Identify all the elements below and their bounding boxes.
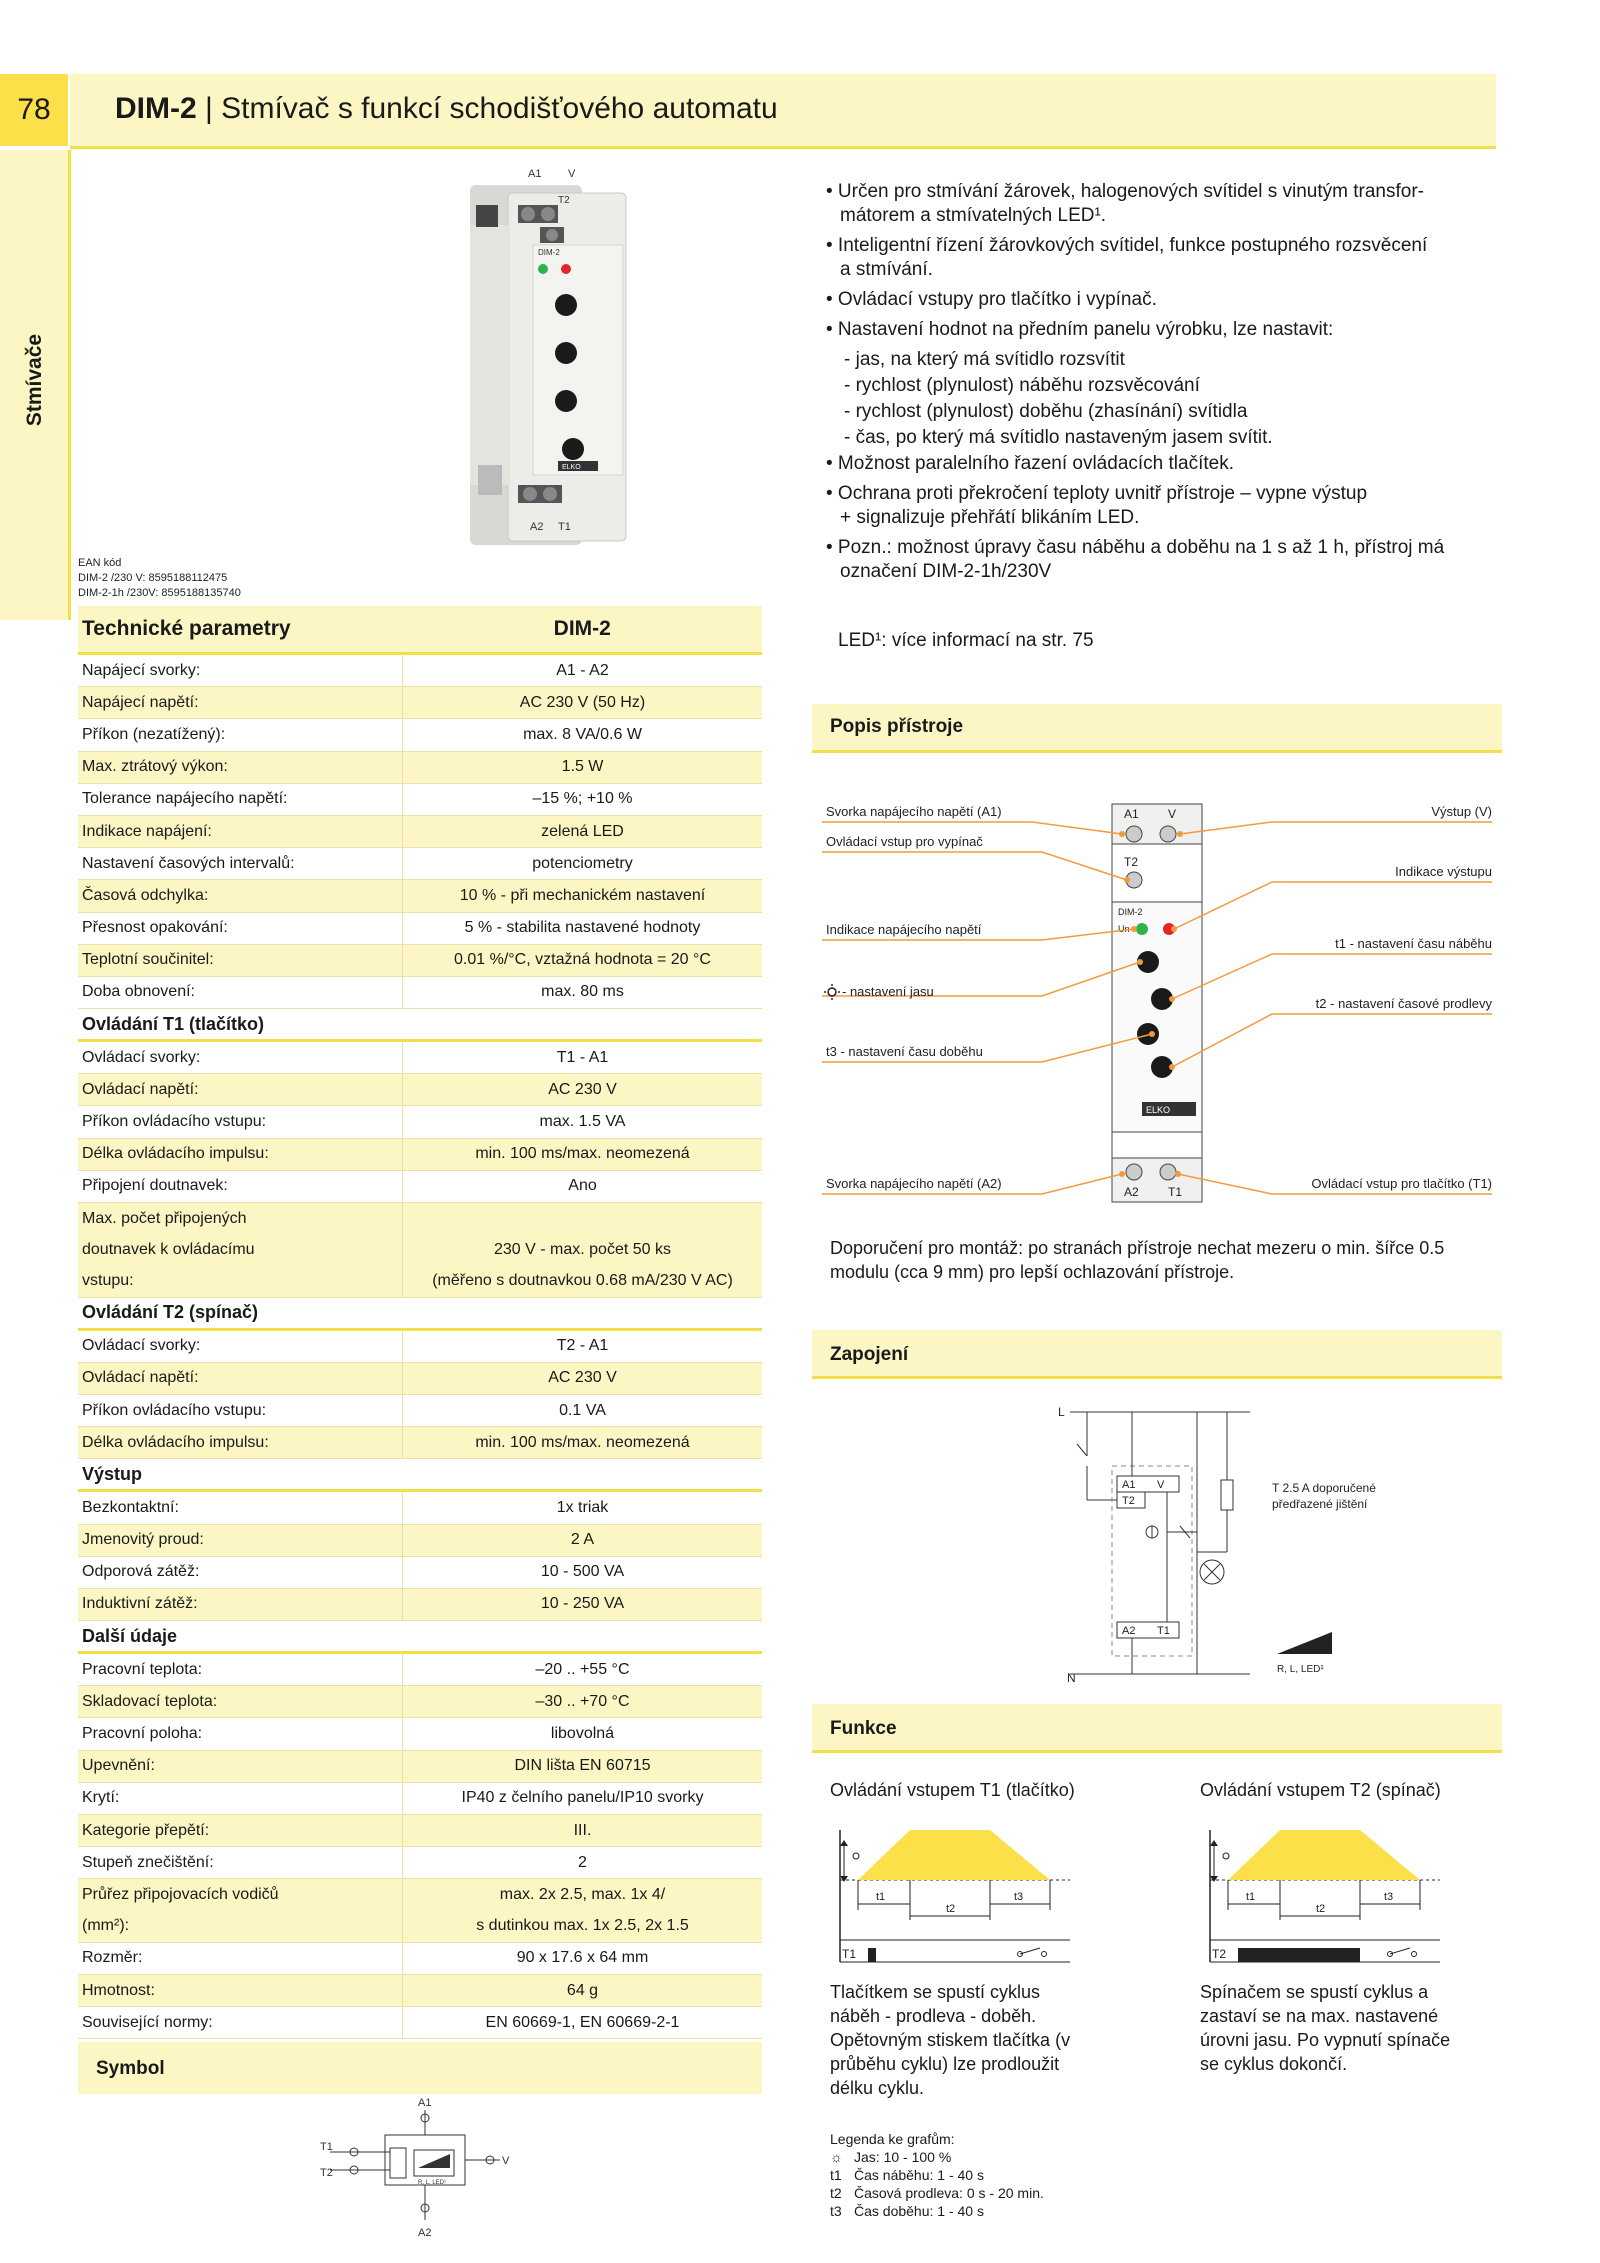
legend-value: Časová prodleva: 0 s - 20 min. <box>854 2185 1044 2201</box>
tech-value: min. 100 ms/max. neomezená <box>403 1427 763 1459</box>
tech-product: DIM-2 <box>403 606 763 654</box>
device-v: V <box>1168 807 1177 821</box>
led-note: LED¹: více informací na str. 75 <box>838 630 1094 651</box>
tech-row <box>78 1815 762 1847</box>
tech-value: s dutinkou max. 1x 2.5, 2x 1.5 <box>403 1911 763 1943</box>
symbol-load-label: R, L, LED¹ <box>418 2180 447 2186</box>
tech-param: doutnavek k ovládacímu <box>78 1234 403 1265</box>
symbol-label-a2: A2 <box>418 2227 432 2239</box>
feature-line: • Inteligentní řízení žárovkových svítidel, funkce postupného rozsvěcení <box>826 235 1428 256</box>
feature-line: • Určen pro stmívání žárovek, halogenových svítidel s vinutým transfor- <box>826 181 1424 202</box>
tech-row <box>78 1362 762 1394</box>
tech-section-header <box>78 1621 762 1653</box>
tech-param: Příkon (nezatížený): <box>78 719 403 751</box>
tech-row <box>78 1138 762 1170</box>
fuse-note-1: T 2.5 A doporučené <box>1272 1481 1376 1495</box>
feature-line: • Ovládací vstupy pro tlačítko i vypínač. <box>826 289 1157 310</box>
tech-value: A1 - A2 <box>403 654 763 687</box>
photo-label-t2: T2 <box>558 195 570 206</box>
popis-right-2: Indikace výstupu <box>1395 864 1492 879</box>
tech-value: 10 - 250 VA <box>403 1588 763 1620</box>
tech-table-header <box>78 606 762 654</box>
feature-line: a stmívání. <box>840 259 933 280</box>
tech-param: Příkon ovládacího vstupu: <box>78 1106 403 1138</box>
tech-value: 2 A <box>403 1524 763 1556</box>
tech-param: Hmotnost: <box>78 1974 403 2006</box>
tech-value: 5 % - stabilita nastavené hodnoty <box>403 912 763 944</box>
feature-line: • Ochrana proti překročení teploty uvnitř přístroje – vypne výstup <box>826 483 1368 504</box>
funkce-heading: Funkce <box>830 1718 897 1739</box>
tech-row <box>78 1974 762 2006</box>
photo-label-v: V <box>568 168 576 180</box>
device-t1: T1 <box>1168 1185 1183 1199</box>
tech-row <box>78 1524 762 1556</box>
tech-row <box>78 1394 762 1426</box>
fuse-note-2: předřazené jištění <box>1272 1497 1368 1511</box>
feature-line: • Pozn.: možnost úpravy času náběhu a doběhu na 1 s až 1 h, přístroj má <box>826 537 1445 558</box>
funkce-bar <box>812 1704 1502 1753</box>
tech-value: Ano <box>403 1170 763 1202</box>
tech-value: libovolná <box>403 1718 763 1750</box>
tech-row <box>78 1265 762 1297</box>
tech-row <box>78 2007 762 2039</box>
legend-items <box>830 2148 1130 2220</box>
tech-value: IP40 z čelního panelu/IP10 svorky <box>403 1782 763 1814</box>
symbol-bar <box>78 2042 762 2094</box>
tech-value: 0.1 VA <box>403 1394 763 1426</box>
wiring-t1: T1 <box>1157 1625 1170 1637</box>
tech-param: Max. počet připojených <box>78 1203 403 1235</box>
device-name: DIM-2 <box>1118 907 1143 917</box>
feature-line: mátorem a stmívatelných LED¹. <box>840 205 1107 226</box>
tech-value: 10 % - při mechanickém nastavení <box>403 880 763 912</box>
popis-left-6: Svorka napájecího napětí (A2) <box>826 1176 1002 1191</box>
tech-row <box>78 1847 762 1879</box>
legend-item <box>830 2184 1130 2202</box>
tech-value: EN 60669-1, EN 60669-2-1 <box>403 2007 763 2039</box>
wiring-t2: T2 <box>1122 1495 1135 1507</box>
tech-value: 1x triak <box>403 1491 763 1524</box>
tech-row <box>78 1329 762 1362</box>
legend-item <box>830 2202 1130 2220</box>
tech-row <box>78 944 762 976</box>
tech-value: 90 x 17.6 x 64 mm <box>403 1942 763 1974</box>
symbol-label-a1: A1 <box>418 2097 432 2109</box>
zapojeni-heading: Zapojení <box>830 1344 909 1365</box>
tech-param: Ovládací napětí: <box>78 1362 403 1394</box>
tech-value: –20 .. +55 °C <box>403 1653 763 1686</box>
tech-param: Max. ztrátový výkon: <box>78 751 403 783</box>
tech-param: Upevnění: <box>78 1750 403 1782</box>
product-photo <box>448 165 648 565</box>
tech-value: potenciometry <box>403 848 763 880</box>
tech-param: Doba obnovení: <box>78 976 403 1008</box>
photo-brand: ELKO <box>562 464 581 471</box>
tech-section-header <box>78 1459 762 1491</box>
tech-row <box>78 1911 762 1943</box>
wiring-diagram <box>812 1392 1502 1692</box>
legend-key: t3 <box>830 2203 842 2219</box>
symbol-label-t1: T1 <box>320 2141 333 2153</box>
symbol-label-v: V <box>502 2155 510 2167</box>
ean-heading: EAN kód <box>78 557 122 569</box>
tech-value: –30 .. +70 °C <box>403 1686 763 1718</box>
tech-param: Časová odchylka: <box>78 880 403 912</box>
mounting-note: Doporučení pro montáž: po stranách přístroje nechat mezeru o min. šířce 0.5 modulu (cca 9 mm) pro lepší ochlazování přístroje. <box>830 1238 1445 1282</box>
tech-param: Krytí: <box>78 1782 403 1814</box>
tech-param: Pracovní poloha: <box>78 1718 403 1750</box>
tech-row <box>78 1653 762 1686</box>
tech-row <box>78 1106 762 1138</box>
wiring-n: N <box>1067 1671 1076 1685</box>
tech-row <box>78 1427 762 1459</box>
tech-param: Teplotní součinitel: <box>78 944 403 976</box>
legend-value: Jas: 10 - 100 % <box>854 2149 952 2165</box>
function-t1-chart <box>830 1820 1080 1970</box>
wiring-v: V <box>1157 1479 1165 1491</box>
tech-row <box>78 1556 762 1588</box>
page-title <box>115 92 778 126</box>
tech-param: Skladovací teplota: <box>78 1686 403 1718</box>
tech-param: Napájecí svorky: <box>78 654 403 687</box>
tech-row <box>78 654 762 687</box>
photo-label-t1: T1 <box>558 521 571 533</box>
f2-t2: t2 <box>1316 1903 1326 1915</box>
wiring-a2: A2 <box>1122 1625 1136 1637</box>
tech-row <box>78 1718 762 1750</box>
feature-line: označení DIM-2-1h/230V <box>840 561 1052 582</box>
tech-row <box>78 912 762 944</box>
tech-value: 230 V - max. počet 50 ks <box>403 1234 763 1265</box>
popis-left-2: Ovládací vstup pro vypínač <box>826 834 983 849</box>
tech-section-header <box>78 1009 762 1041</box>
function-t2-chart <box>1200 1820 1450 1970</box>
tech-table <box>78 606 762 2039</box>
popis-left-5: t3 - nastavení času doběhu <box>826 1044 983 1059</box>
product-description: Stmívač s funkcí schodišťového automatu <box>221 92 778 125</box>
symbol-heading: Symbol <box>96 2058 165 2079</box>
tech-value: max. 8 VA/0.6 W <box>403 719 763 751</box>
tech-param: Jmenovitý proud: <box>78 1524 403 1556</box>
tech-param: Kategorie přepětí: <box>78 1815 403 1847</box>
tech-section-title: Další údaje <box>78 1621 762 1653</box>
tech-row <box>78 719 762 751</box>
tech-param: Nastavení časových intervalů: <box>78 848 403 880</box>
popis-right-4: t2 - nastavení časové prodlevy <box>1315 996 1492 1011</box>
f2-t1: t1 <box>1246 1891 1256 1903</box>
tech-value: III. <box>403 1815 763 1847</box>
tech-row <box>78 1750 762 1782</box>
legend-item <box>830 2166 1130 2184</box>
f1-t1: t1 <box>876 1891 886 1903</box>
f1-t2: t2 <box>946 1903 956 1915</box>
popis-right-5: Ovládací vstup pro tlačítko (T1) <box>1311 1176 1492 1191</box>
f1-input: T1 <box>842 1947 857 1961</box>
tech-row <box>78 880 762 912</box>
function-t1-description: Tlačítkem se spustí cyklus náběh - prodleva - doběh. Opětovným stiskem tlačítka (v průběhu cyklu) lze prodloužit délku cyklu. <box>830 1982 1071 2098</box>
device-brand: ELKO <box>1146 1105 1171 1115</box>
tech-value: min. 100 ms/max. neomezená <box>403 1138 763 1170</box>
feature-line: - rychlost (plynulost) doběhu (zhasínání) svítidla <box>844 401 1248 422</box>
tech-param: (mm²): <box>78 1911 403 1943</box>
tech-row <box>78 1782 762 1814</box>
tech-value: –15 %; +10 % <box>403 783 763 815</box>
tech-row <box>78 687 762 719</box>
f2-input: T2 <box>1212 1947 1227 1961</box>
photo-label-a1: A1 <box>528 168 542 180</box>
tech-value: 10 - 500 VA <box>403 1556 763 1588</box>
product-name: DIM-2 <box>115 92 197 125</box>
tech-value: max. 1.5 VA <box>403 1106 763 1138</box>
legend-value: Čas náběhu: 1 - 40 s <box>854 2167 984 2183</box>
tech-row <box>78 976 762 1008</box>
legend-key: t1 <box>830 2167 842 2183</box>
f1-t3: t3 <box>1014 1891 1024 1903</box>
tech-section-header <box>78 1297 762 1329</box>
tech-param: Indikace napájení: <box>78 815 403 847</box>
tech-value: AC 230 V <box>403 1074 763 1106</box>
popis-right-1: Výstup (V) <box>1431 804 1492 819</box>
tech-param: Příkon ovládacího vstupu: <box>78 1394 403 1426</box>
brightness-icon <box>824 984 840 1000</box>
side-tab-label: Stmívače <box>23 333 46 427</box>
device-a2: A2 <box>1124 1185 1139 1199</box>
tech-row <box>78 815 762 847</box>
feature-line: - čas, po který má svítidlo nastaveným jasem svítit. <box>844 427 1273 448</box>
symbol-label-t2: T2 <box>320 2167 333 2179</box>
tech-row <box>78 1879 762 1911</box>
feature-line: • Možnost paralelního řazení ovládacích tlačítek. <box>826 453 1234 474</box>
tech-row <box>78 1491 762 1524</box>
ean-line: DIM-2-1h /230V: 8595188135740 <box>78 587 241 599</box>
tech-value: DIN lišta EN 60715 <box>403 1750 763 1782</box>
tech-heading: Technické parametry <box>78 606 403 654</box>
tech-value: 1.5 W <box>403 751 763 783</box>
tech-row <box>78 1170 762 1202</box>
feature-line: - rychlost (plynulost) náběhu rozsvěcování <box>844 375 1200 396</box>
tech-value: T2 - A1 <box>403 1329 763 1362</box>
zapojeni-bar <box>812 1330 1502 1379</box>
popis-left-1: Svorka napájecího napětí (A1) <box>826 804 1002 819</box>
tech-param: Související normy: <box>78 2007 403 2039</box>
tech-param: Přesnost opakování: <box>78 912 403 944</box>
legend-key: t2 <box>830 2185 842 2201</box>
tech-param: Ovládací napětí: <box>78 1074 403 1106</box>
feature-line: + signalizuje přehřátí blikáním LED. <box>840 507 1140 528</box>
tech-param: Pracovní teplota: <box>78 1653 403 1686</box>
tech-param: Průřez připojovacích vodičů <box>78 1879 403 1911</box>
tech-value: AC 230 V (50 Hz) <box>403 687 763 719</box>
page-number-text: 78 <box>17 93 51 126</box>
tech-param: Rozměr: <box>78 1942 403 1974</box>
tech-row <box>78 1942 762 1974</box>
function-t1-title: Ovládání vstupem T1 (tlačítko) <box>830 1780 1075 1800</box>
chart-legend <box>830 2130 1130 2220</box>
tech-row <box>78 783 762 815</box>
tech-value: T1 - A1 <box>403 1041 763 1074</box>
tech-param: Připojení doutnavek: <box>78 1170 403 1202</box>
tech-section-title: Ovládání T2 (spínač) <box>78 1297 762 1329</box>
tech-param: Bezkontaktní: <box>78 1491 403 1524</box>
tech-param: Napájecí napětí: <box>78 687 403 719</box>
tech-param: Ovládací svorky: <box>78 1041 403 1074</box>
tech-section-title: Výstup <box>78 1459 762 1491</box>
feature-line: • Nastavení hodnot na předním panelu výrobku, lze nastavit: <box>826 319 1334 340</box>
tech-value: max. 2x 2.5, max. 1x 4/ <box>403 1879 763 1911</box>
device-a1: A1 <box>1124 807 1139 821</box>
tech-param: Induktivní zátěž: <box>78 1588 403 1620</box>
tech-row <box>78 1686 762 1718</box>
f2-t3: t3 <box>1384 1891 1394 1903</box>
popis-heading: Popis přístroje <box>830 716 964 737</box>
brightness-icon: ☼ <box>830 2149 843 2165</box>
tech-row <box>78 1041 762 1074</box>
tech-value <box>403 1203 763 1235</box>
tech-param: Tolerance napájecího napětí: <box>78 783 403 815</box>
legend-item <box>830 2148 1130 2166</box>
tech-value: AC 230 V <box>403 1362 763 1394</box>
symbol-diagram <box>320 2090 520 2250</box>
title-separator: | <box>196 92 222 125</box>
photo-label-name: DIM-2 <box>538 248 560 257</box>
legend-heading: Legenda ke grafům: <box>830 2131 955 2147</box>
tech-row <box>78 1588 762 1620</box>
tech-param: Délka ovládacího impulsu: <box>78 1427 403 1459</box>
tech-value: 64 g <box>403 1974 763 2006</box>
feature-line: - jas, na který má svítidlo rozsvítit <box>844 349 1125 370</box>
tech-value: (měřeno s doutnavkou 0.68 mA/230 V AC) <box>403 1265 763 1297</box>
popis-left-4: - nastavení jasu <box>842 984 934 999</box>
tech-row <box>78 751 762 783</box>
page-number <box>0 74 68 146</box>
device-description-diagram <box>812 782 1502 1224</box>
device-un: Un <box>1118 924 1130 934</box>
photo-label-a2: A2 <box>530 521 544 533</box>
tech-section-title: Ovládání T1 (tlačítko) <box>78 1009 762 1041</box>
tech-row <box>78 1234 762 1265</box>
function-t2-title: Ovládání vstupem T2 (spínač) <box>1200 1780 1441 1800</box>
tech-param: vstupu: <box>78 1265 403 1297</box>
tech-param: Odporová zátěž: <box>78 1556 403 1588</box>
tech-value: max. 80 ms <box>403 976 763 1008</box>
popis-right-3: t1 - nastavení času náběhu <box>1335 936 1492 951</box>
ean-codes <box>78 556 241 601</box>
tech-row <box>78 848 762 880</box>
device-t2: T2 <box>1124 855 1139 869</box>
feature-list <box>826 180 1506 590</box>
tech-value: 2 <box>403 1847 763 1879</box>
ean-line: DIM-2 /230 V: 8595188112475 <box>78 572 228 584</box>
tech-value: 0.01 %/°C, vztažná hodnota = 20 °C <box>403 944 763 976</box>
tech-param: Délka ovládacího impulsu: <box>78 1138 403 1170</box>
wiring-a1: A1 <box>1122 1479 1136 1491</box>
popis-left-3: Indikace napájecího napětí <box>826 922 982 937</box>
wiring-load: R, L, LED¹ <box>1277 1664 1324 1675</box>
tech-row <box>78 1074 762 1106</box>
tech-value: zelená LED <box>403 815 763 847</box>
tech-param: Stupeň znečištění: <box>78 1847 403 1879</box>
wiring-l: L <box>1058 1405 1065 1419</box>
legend-value: Čas doběhu: 1 - 40 s <box>854 2203 984 2219</box>
function-t2-description: Spínačem se spustí cyklus a zastaví se na max. nastavené úrovni jasu. Po vypnutí spínače se cyklus dokončí. <box>1200 1982 1451 2074</box>
tech-param: Ovládací svorky: <box>78 1329 403 1362</box>
tech-row <box>78 1203 762 1235</box>
